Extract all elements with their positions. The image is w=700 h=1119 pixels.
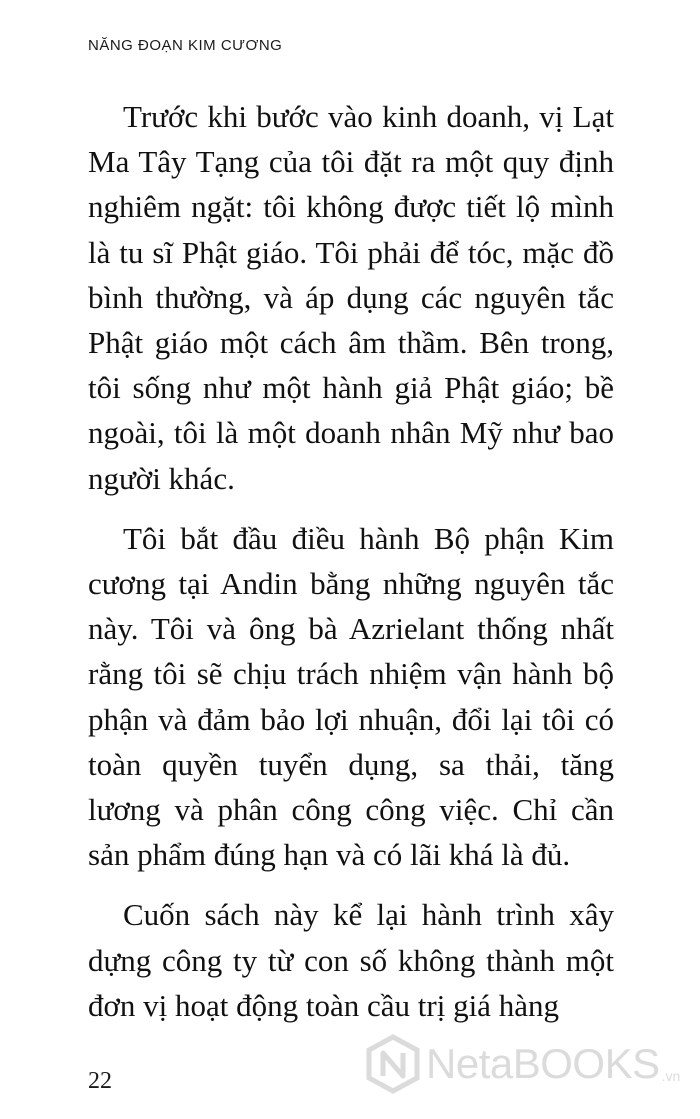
watermark-brand: NetaBOOKS [426,1040,660,1087]
paragraph: Cuốn sách này kể lại hành trình xây dựng công ty từ con số không thành một đơn vị hoạt động toàn cầu trị giá hàng [88,897,614,1023]
page-number: 22 [88,1068,112,1094]
watermark-suffix: .vn [661,1068,681,1084]
running-header: NĂNG ĐOẠN KIM CƯƠNG [88,37,283,54]
paragraph: Trước khi bước vào kinh doanh, vị Lạt Ma Tây Tạng của tôi đặt ra một quy định nghiêm ngặt: tôi không được tiết lộ mình là tu sĩ Phật giáo. Tôi phải để tóc, mặc đồ bình thường, và áp dụng các nguyên tắc Phật giáo một cách âm thầm. Bên trong, tôi sống như một hành giả Phật giáo; bề ngoài, tôi là một doanh nhân Mỹ như bao người khác. [88,99,614,496]
paragraph: Tôi bắt đầu điều hành Bộ phận Kim cương tại Andin bằng những nguyên tắc này. Tôi và ông bà Azrielant thống nhất rằng tôi sẽ chịu trách nhiệm vận hành bộ phận và đảm bảo lợi nhuận, đổi lại tôi có toàn quyền tuyển dụng, sa thải, tăng lương và phân công công việc. Chỉ cần sản phẩm đúng hạn và có lãi khá là đủ. [88,520,614,873]
page-body [88,94,614,1043]
watermark [366,1034,680,1094]
netabooks-logo-icon [366,1034,420,1094]
